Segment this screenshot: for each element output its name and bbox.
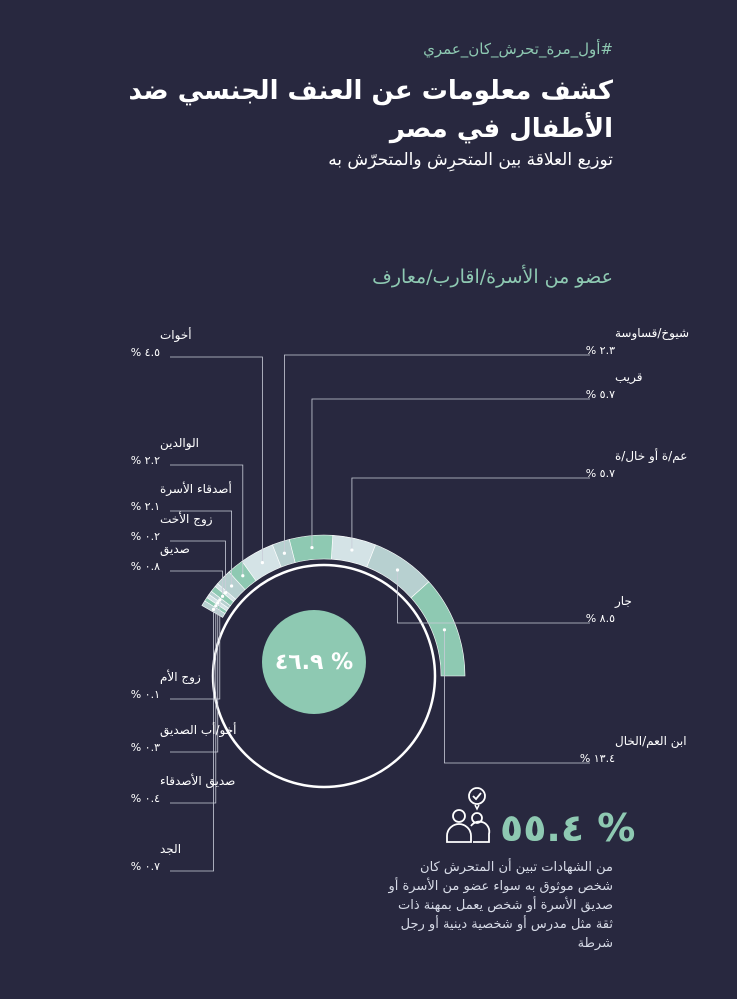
leader-dot: [212, 608, 215, 611]
category-label: أصدقاء الأسرة: [160, 482, 232, 496]
value-label: % ٤.٥: [130, 346, 160, 359]
value-label: % ٠.٢: [130, 530, 160, 543]
center-total-label: % ٤٦.٩: [262, 610, 366, 714]
leader-dot: [261, 561, 264, 564]
category-label: الجد: [160, 842, 182, 856]
leader-line: [170, 609, 214, 871]
leader-dot: [224, 591, 227, 594]
category-label: ابن العم/الخال: [615, 734, 687, 748]
leader-dot: [396, 568, 399, 571]
people-check-icon: [437, 786, 495, 844]
leader-dot: [216, 601, 219, 604]
leader-dot: [218, 598, 221, 601]
hashtag: #أول_مرة_تحرش_كان_عمري: [423, 40, 613, 58]
leader-line: [284, 355, 590, 553]
category-label: صديق الأصدقاء: [160, 774, 236, 788]
category-label: أخوات: [160, 328, 192, 342]
value-label: % ٠.١: [130, 688, 160, 701]
value-label: % ٠.٣: [130, 741, 160, 754]
value-label: % ٠.٤: [130, 792, 160, 805]
category-label: شيوخ/قساوسة: [615, 326, 690, 340]
value-label: % ١٣.٤: [579, 752, 615, 765]
leader-dot: [221, 595, 224, 598]
category-label: قريب: [615, 370, 643, 384]
leader-dot: [283, 552, 286, 555]
category-label: زوج الأخت: [160, 512, 213, 526]
value-label: % ٥.٧: [585, 388, 615, 401]
value-label: % ٢.٢: [130, 454, 160, 467]
leader-line: [352, 478, 590, 550]
trusted-person-stat-value: % ٥٥.٤: [500, 806, 636, 850]
page-subtitle: توزيع العلاقة بين المتحرِش والمتحرّش به: [328, 150, 613, 170]
leader-line: [444, 630, 590, 763]
leader-dot: [443, 628, 446, 631]
leader-dot: [310, 546, 313, 549]
leader-line: [312, 399, 590, 548]
value-label: % ٠.٧: [130, 860, 160, 873]
leader-line: [170, 357, 262, 563]
value-label: % ٥.٧: [585, 467, 615, 480]
value-label: % ٢.٣: [585, 344, 615, 357]
value-label: % ٠.٨: [130, 560, 160, 573]
value-label: % ٨.٥: [585, 612, 615, 625]
value-label: % ٢.١: [130, 500, 160, 513]
category-label: أخو/أب الصديق: [160, 723, 237, 737]
category-label: صديق: [160, 542, 190, 556]
page-title: كشف معلومات عن العنف الجنسي ضد الأطفال في مصر: [128, 76, 613, 144]
leader-dot: [350, 548, 353, 551]
category-label: زوج الأم: [160, 670, 201, 684]
leader-dot: [230, 584, 233, 587]
donut-segment: [331, 535, 375, 567]
category-label: الوالدين: [160, 436, 199, 450]
leader-dot: [241, 574, 244, 577]
donut-segment: [411, 582, 465, 676]
trusted-person-stat-text: من الشهادات تبين أن المتحرش كان شخص موثوق به سواء عضو من الأسرة أو صديق الأسرة أو شخص يعمل بمهنة ذات ثقة مثل مدرس أو شخصية دينية أو رجل شرطة: [388, 860, 613, 951]
category-label: عم/ة أو خال/ة: [615, 449, 688, 463]
leader-dot: [214, 604, 217, 607]
category-label: جار: [615, 594, 632, 608]
section-title: عضو من الأسرة/اقارب/معارف: [372, 266, 613, 288]
